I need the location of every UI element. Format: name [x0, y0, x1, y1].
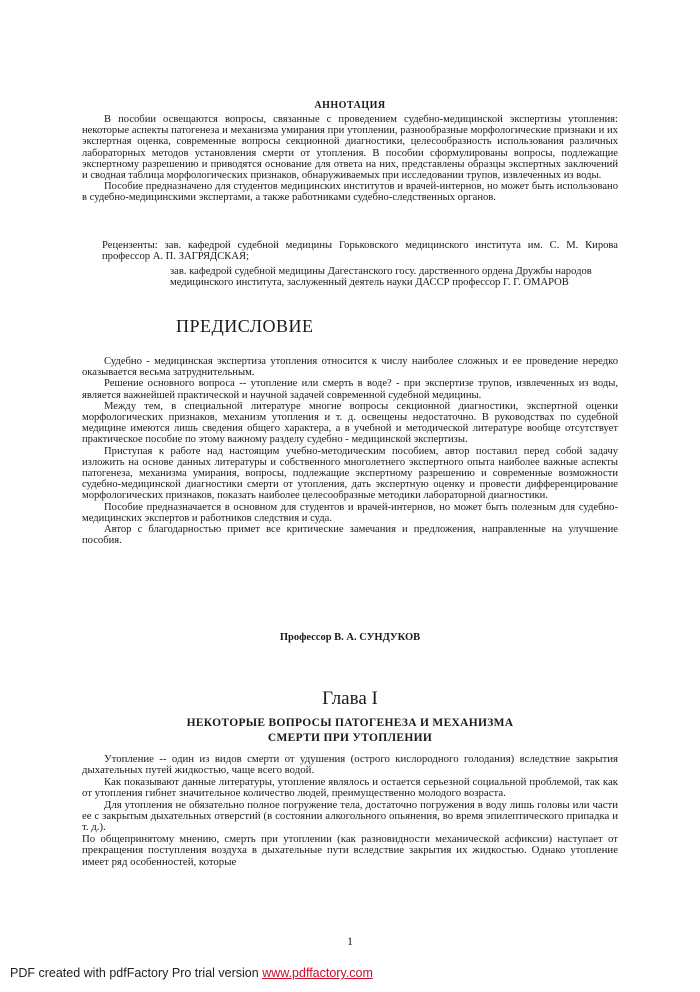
page-number: 1	[347, 934, 353, 948]
chapter-paragraph: По общепринятому мнению, смерть при утоплении (как разновидности механической асфиксии) наступает от прекращения поступления воздуха в дыхательные пути вследствие закрытия их жидкостью. Однако утопление имеет ряд особенностей, которые	[82, 832, 618, 868]
annotation-paragraph: В пособии освещаются вопросы, связанные с проведением судебно-медицинской экспертизы утопления: некоторые аспекты патогенеза и механизма умирания при утоплении, разнообразные морфологические признаки и их экспертная оценка, современные вопросы секционной диагностики, целесообразность использования различных лабораторных методов установления смерти от утопления. В пособии сформулированы вопросы, подлежащие экспертному разрешению и приводятся основание для ответа на них, представлены образцы экспертных заключений и сводная таблица морфологических признаков, обнаруживаемых при исследовании трупов, извлеченных из воды.	[82, 114, 618, 182]
annotation-title: АННОТАЦИЯ	[314, 100, 386, 111]
footer-text: PDF created with pdfFactory Pro trial version	[10, 966, 263, 980]
preface-signature: Профессор В. А. СУНДУКОВ	[279, 632, 421, 643]
chapter-title-line-2: СМЕРТИ ПРИ УТОПЛЕНИИ	[267, 732, 433, 744]
reviewers-secondary: зав. кафедрой судебной медицины Дагестанского госу. дарственного ордена Дружбы народов медицинского института, заслуженный деятель науки ДАССР профессор Г. Г. ОМАРОВ	[170, 266, 592, 289]
chapter-label: Глава I	[322, 688, 378, 709]
reviewers-primary: Рецензенты: зав. кафедрой судебной медицины Горьковского медицинского института им. С. М. Кирова профессор А. П. ЗАГРЯДСКАЯ;	[102, 240, 618, 263]
chapter-paragraph: Утопление -- один из видов смерти от удушения (острого кислородного голодания) вследствие закрытия дыхательных путей жидкостью, чаще всего водой.	[82, 753, 618, 777]
preface-body	[82, 356, 618, 546]
annotation-paragraph: Пособие предназначено для студентов медицинских институтов и врачей-интернов, но может быть использовано в судебно-медицинскими экспертами, а также работниками судебно-следственных органов.	[82, 181, 618, 204]
preface-paragraph: Между тем, в специальной литературе многие вопросы секционной диагностики, экспертной оценки морфологических признаков, механизм утопления и т. д. освещены недостаточно. В руководствах по судебной медицине имеются лишь сведения общего характера, а в учебной и методической литературе вообще отсутствует практическое пособие по этому важному разделу судебно - медицинской экспертизы.	[82, 400, 618, 446]
preface-title: ПРЕДИСЛОВИЕ	[176, 316, 314, 336]
preface-paragraph: Пособие предназначается в основном для студентов и врачей-интернов, но может быть полезным для судебно-медицинских экспертов и работников следствия и суда.	[82, 501, 618, 524]
preface-paragraph: Автор с благодарностью примет все критические замечания и предложения, направленные на улучшение пособия.	[82, 524, 618, 547]
chapter-paragraph: Как показывают данные литературы, утопление являлось и остается серьезной социальной проблемой, так как от утопления гибнет значительное количество людей, преимущественно молодого возраста.	[82, 775, 618, 800]
pdf-footer	[10, 966, 373, 980]
chapter-title-line-1: НЕКОТОРЫЕ ВОПРОСЫ ПАТОГЕНЕЗА И МЕХАНИЗМА	[186, 717, 514, 729]
preface-paragraph: Приступая к работе над настоящим учебно-методическим пособием, автор поставил перед собой задачу изложить на основе данных литературы и собственного многолетнего экспертного опыта наиболее важные аспекты патогенеза, механизма умирания, вопросы, подлежащие экспертному разрешению и современные возможности судебно-медицинской диагностики смерти от утопления, дать экспертную оценку и провести дифференцирование морфологических признаков, показать наиболее целесообразные методики лабораторной диагностики.	[82, 445, 618, 502]
chapter-body	[82, 754, 618, 868]
annotation-body	[82, 114, 618, 204]
chapter-paragraph: Для утопления не обязательно полное погружение тела, достаточно погружения в воду лишь головы или части ее с закрытым дыхательных отверстий (в состоянии алкогольного опьянения, во время эпилептического припадка и т. д.).	[82, 798, 618, 834]
preface-paragraph: Решение основного вопроса -- утопление или смерть в воде? - при экспертизе трупов, извлеченных из воды, является важнейшей практической и научной задачей современной судебной медицины.	[82, 378, 618, 401]
footer-link[interactable]: www.pdffactory.com	[262, 966, 373, 980]
preface-paragraph: Судебно - медицинская экспертиза утопления относится к числу наиболее сложных и ее проведение нередко оказывается весьма затруднительным.	[82, 356, 618, 379]
